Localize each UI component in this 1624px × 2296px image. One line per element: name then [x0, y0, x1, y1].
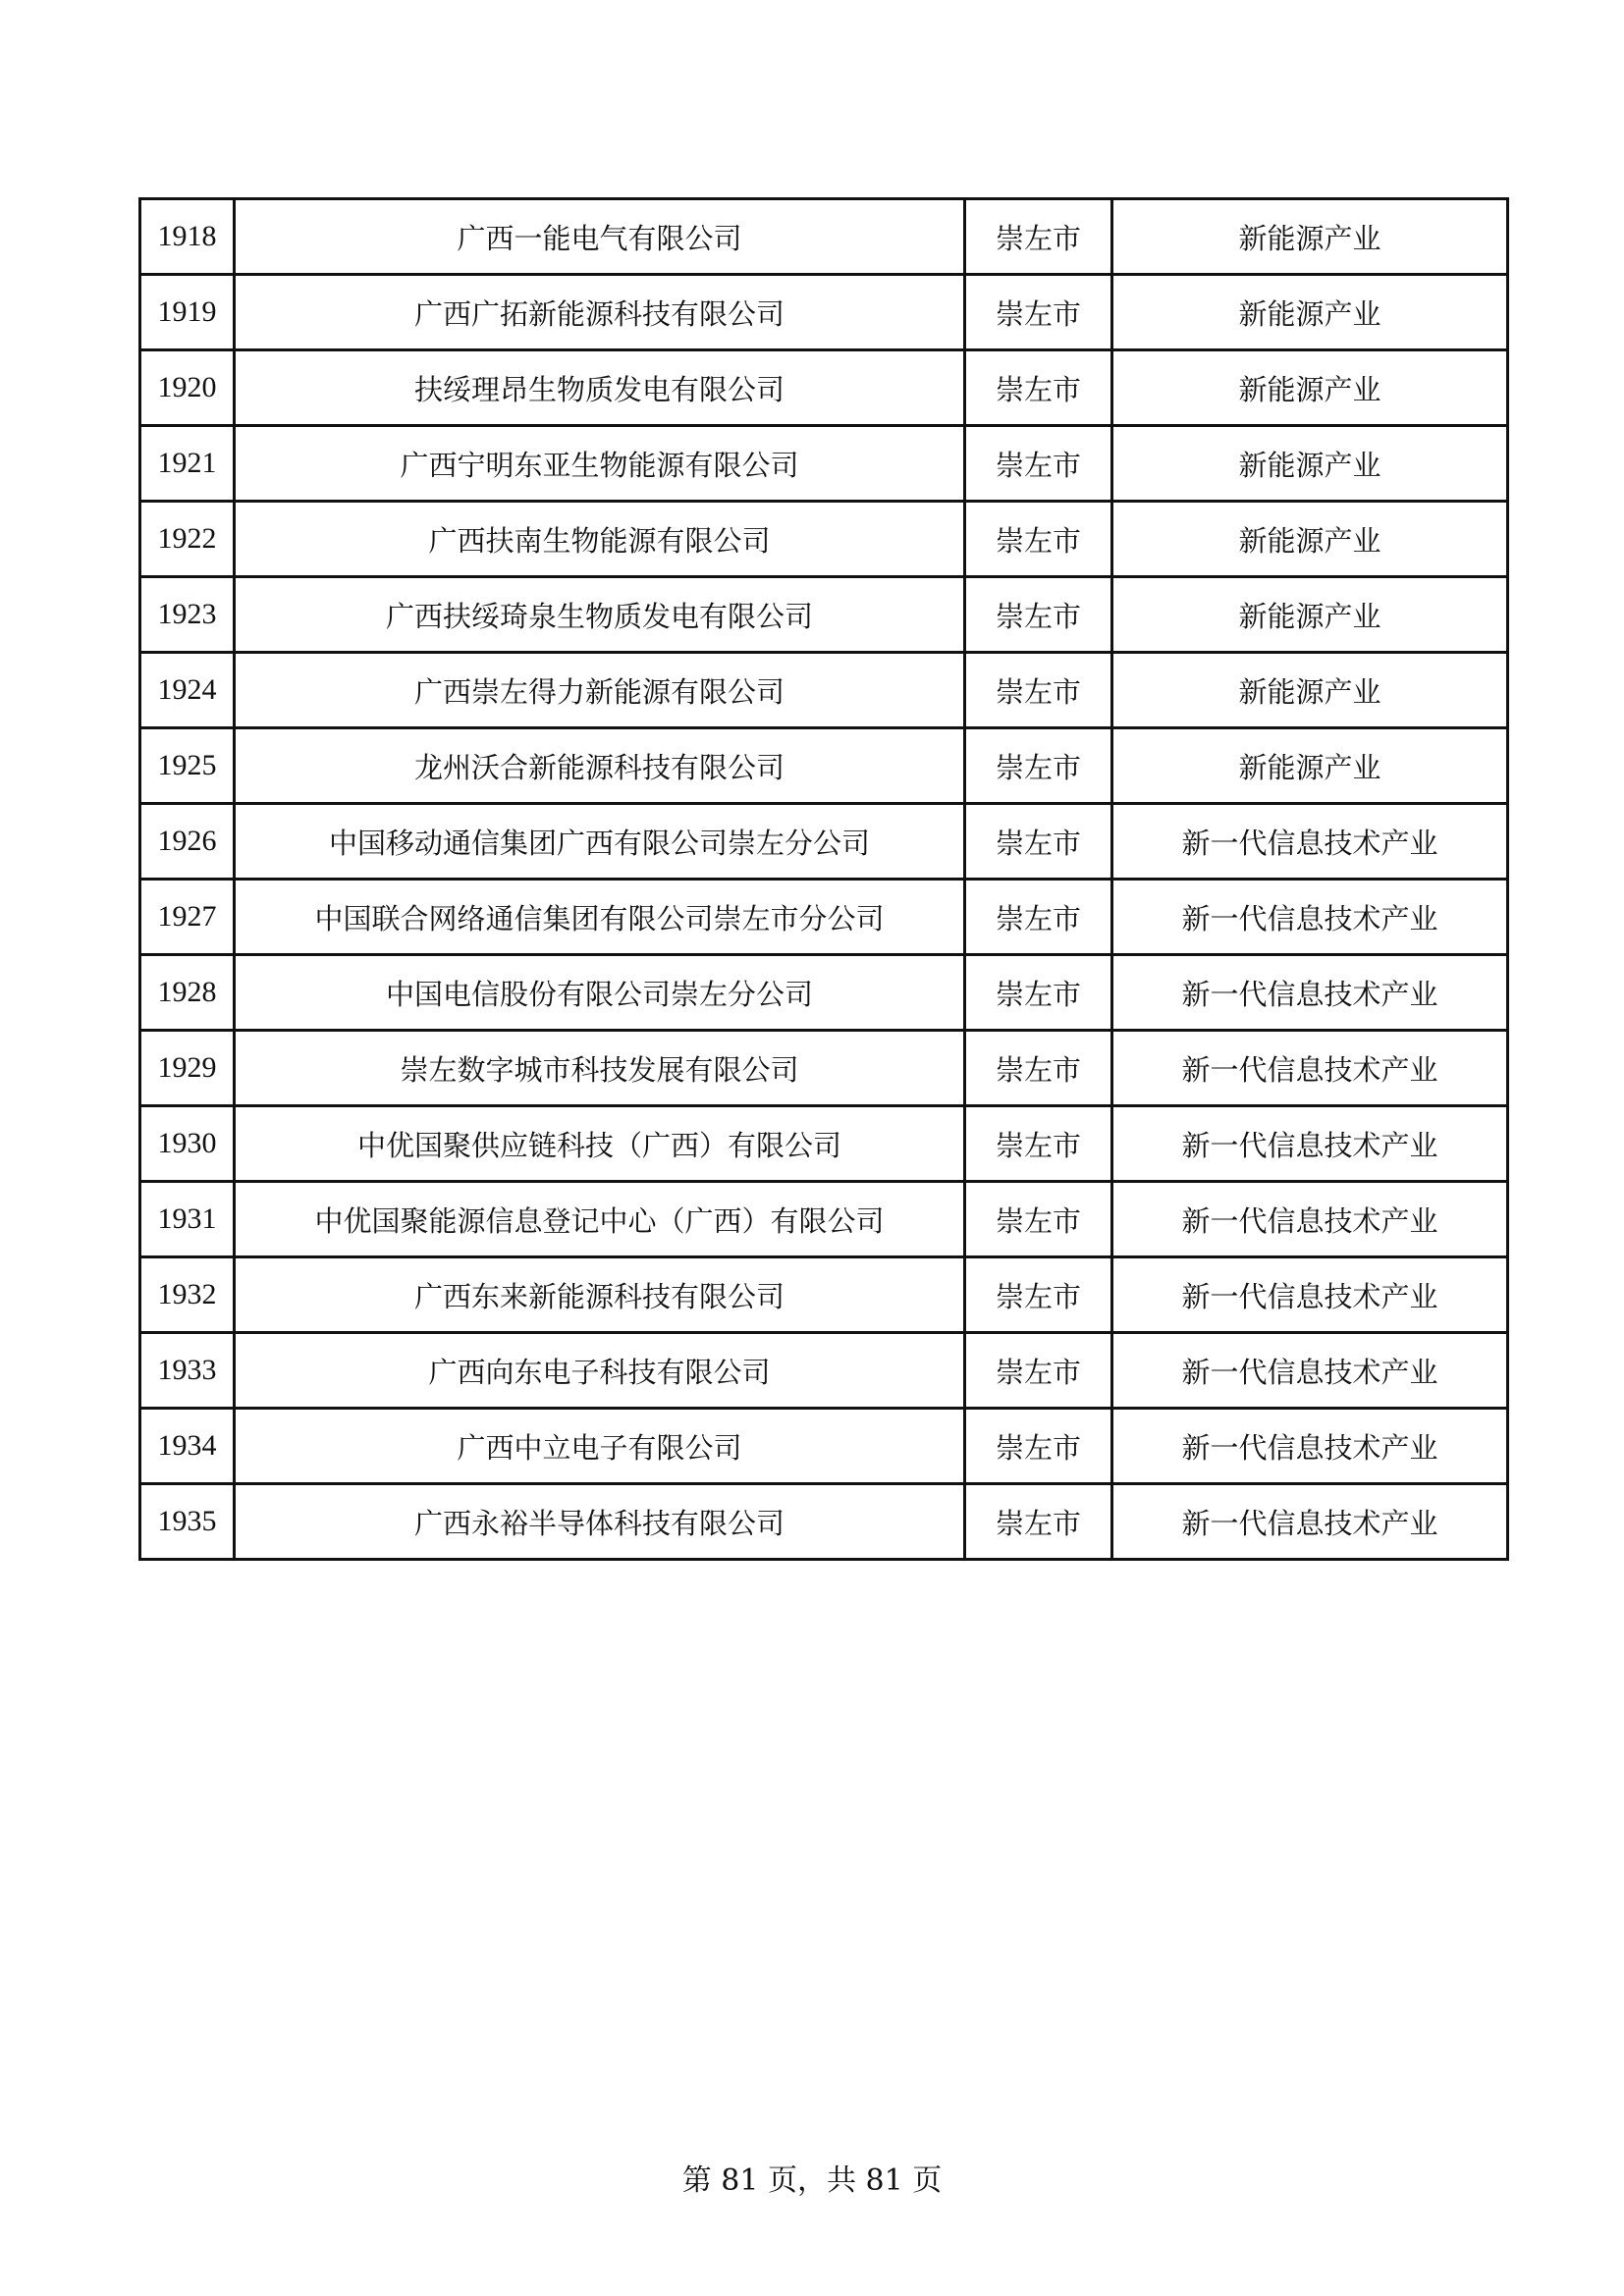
- company-name: 崇左数字城市科技发展有限公司: [235, 1031, 965, 1106]
- industry: 新能源产业: [1112, 502, 1508, 577]
- table-row: [140, 728, 1508, 804]
- industry: 新能源产业: [1112, 426, 1508, 502]
- city: 崇左市: [965, 1409, 1112, 1484]
- city: 崇左市: [965, 275, 1112, 350]
- row-number: 1925: [140, 728, 235, 804]
- table-row: [140, 577, 1508, 653]
- city: 崇左市: [965, 1106, 1112, 1182]
- table-row: [140, 1031, 1508, 1106]
- row-number: 1922: [140, 502, 235, 577]
- table-row: [140, 653, 1508, 728]
- company-name: 广西广拓新能源科技有限公司: [235, 275, 965, 350]
- industry: 新能源产业: [1112, 577, 1508, 653]
- industry: 新能源产业: [1112, 199, 1508, 275]
- city: 崇左市: [965, 426, 1112, 502]
- row-number: 1935: [140, 1484, 235, 1560]
- company-name: 龙州沃合新能源科技有限公司: [235, 728, 965, 804]
- row-number: 1926: [140, 804, 235, 880]
- company-name: 广西永裕半导体科技有限公司: [235, 1484, 965, 1560]
- city: 崇左市: [965, 653, 1112, 728]
- table-row: [140, 804, 1508, 880]
- row-number: 1927: [140, 880, 235, 955]
- table-row: [140, 1257, 1508, 1333]
- row-number: 1933: [140, 1333, 235, 1409]
- industry: 新能源产业: [1112, 275, 1508, 350]
- row-number: 1929: [140, 1031, 235, 1106]
- industry: 新一代信息技术产业: [1112, 955, 1508, 1031]
- company-name: 中国联合网络通信集团有限公司崇左市分公司: [235, 880, 965, 955]
- industry: 新一代信息技术产业: [1112, 1257, 1508, 1333]
- company-name: 扶绥理昂生物质发电有限公司: [235, 350, 965, 426]
- company-name: 广西宁明东亚生物能源有限公司: [235, 426, 965, 502]
- table-row: [140, 199, 1508, 275]
- table-row: [140, 1106, 1508, 1182]
- company-name: 广西中立电子有限公司: [235, 1409, 965, 1484]
- table-row: [140, 350, 1508, 426]
- industry: 新能源产业: [1112, 653, 1508, 728]
- city: 崇左市: [965, 880, 1112, 955]
- city: 崇左市: [965, 1333, 1112, 1409]
- company-name: 广西向东电子科技有限公司: [235, 1333, 965, 1409]
- row-number: 1928: [140, 955, 235, 1031]
- industry: 新一代信息技术产业: [1112, 1409, 1508, 1484]
- row-number: 1930: [140, 1106, 235, 1182]
- company-name: 中优国聚能源信息登记中心（广西）有限公司: [235, 1182, 965, 1257]
- industry: 新能源产业: [1112, 350, 1508, 426]
- company-name: 中国电信股份有限公司崇左分公司: [235, 955, 965, 1031]
- industry: 新一代信息技术产业: [1112, 1031, 1508, 1106]
- industry: 新一代信息技术产业: [1112, 804, 1508, 880]
- industry: 新一代信息技术产业: [1112, 880, 1508, 955]
- table-row: [140, 1182, 1508, 1257]
- city: 崇左市: [965, 502, 1112, 577]
- city: 崇左市: [965, 577, 1112, 653]
- industry: 新一代信息技术产业: [1112, 1182, 1508, 1257]
- industry: 新一代信息技术产业: [1112, 1484, 1508, 1560]
- industry: 新能源产业: [1112, 728, 1508, 804]
- page-footer: 第 81 页，共 81 页: [681, 2163, 943, 2198]
- city: 崇左市: [965, 1484, 1112, 1560]
- industry: 新一代信息技术产业: [1112, 1106, 1508, 1182]
- row-number: 1921: [140, 426, 235, 502]
- city: 崇左市: [965, 1182, 1112, 1257]
- company-name: 中国移动通信集团广西有限公司崇左分公司: [235, 804, 965, 880]
- city: 崇左市: [965, 804, 1112, 880]
- company-name: 广西一能电气有限公司: [235, 199, 965, 275]
- table-row: [140, 880, 1508, 955]
- table-row: [140, 1409, 1508, 1484]
- city: 崇左市: [965, 728, 1112, 804]
- table-row: [140, 502, 1508, 577]
- table-row: [140, 955, 1508, 1031]
- company-name: 广西东来新能源科技有限公司: [235, 1257, 965, 1333]
- row-number: 1924: [140, 653, 235, 728]
- city: 崇左市: [965, 1257, 1112, 1333]
- city: 崇左市: [965, 350, 1112, 426]
- row-number: 1934: [140, 1409, 235, 1484]
- table-row: [140, 1484, 1508, 1560]
- city: 崇左市: [965, 1031, 1112, 1106]
- company-table: [138, 197, 1509, 1561]
- company-name: 广西崇左得力新能源有限公司: [235, 653, 965, 728]
- row-number: 1932: [140, 1257, 235, 1333]
- company-name: 广西扶南生物能源有限公司: [235, 502, 965, 577]
- city: 崇左市: [965, 955, 1112, 1031]
- row-number: 1923: [140, 577, 235, 653]
- industry: 新一代信息技术产业: [1112, 1333, 1508, 1409]
- row-number: 1920: [140, 350, 235, 426]
- row-number: 1918: [140, 199, 235, 275]
- table-row: [140, 1333, 1508, 1409]
- city: 崇左市: [965, 199, 1112, 275]
- table-row: [140, 426, 1508, 502]
- table-row: [140, 275, 1508, 350]
- row-number: 1919: [140, 275, 235, 350]
- company-name: 广西扶绥琦泉生物质发电有限公司: [235, 577, 965, 653]
- company-name: 中优国聚供应链科技（广西）有限公司: [235, 1106, 965, 1182]
- row-number: 1931: [140, 1182, 235, 1257]
